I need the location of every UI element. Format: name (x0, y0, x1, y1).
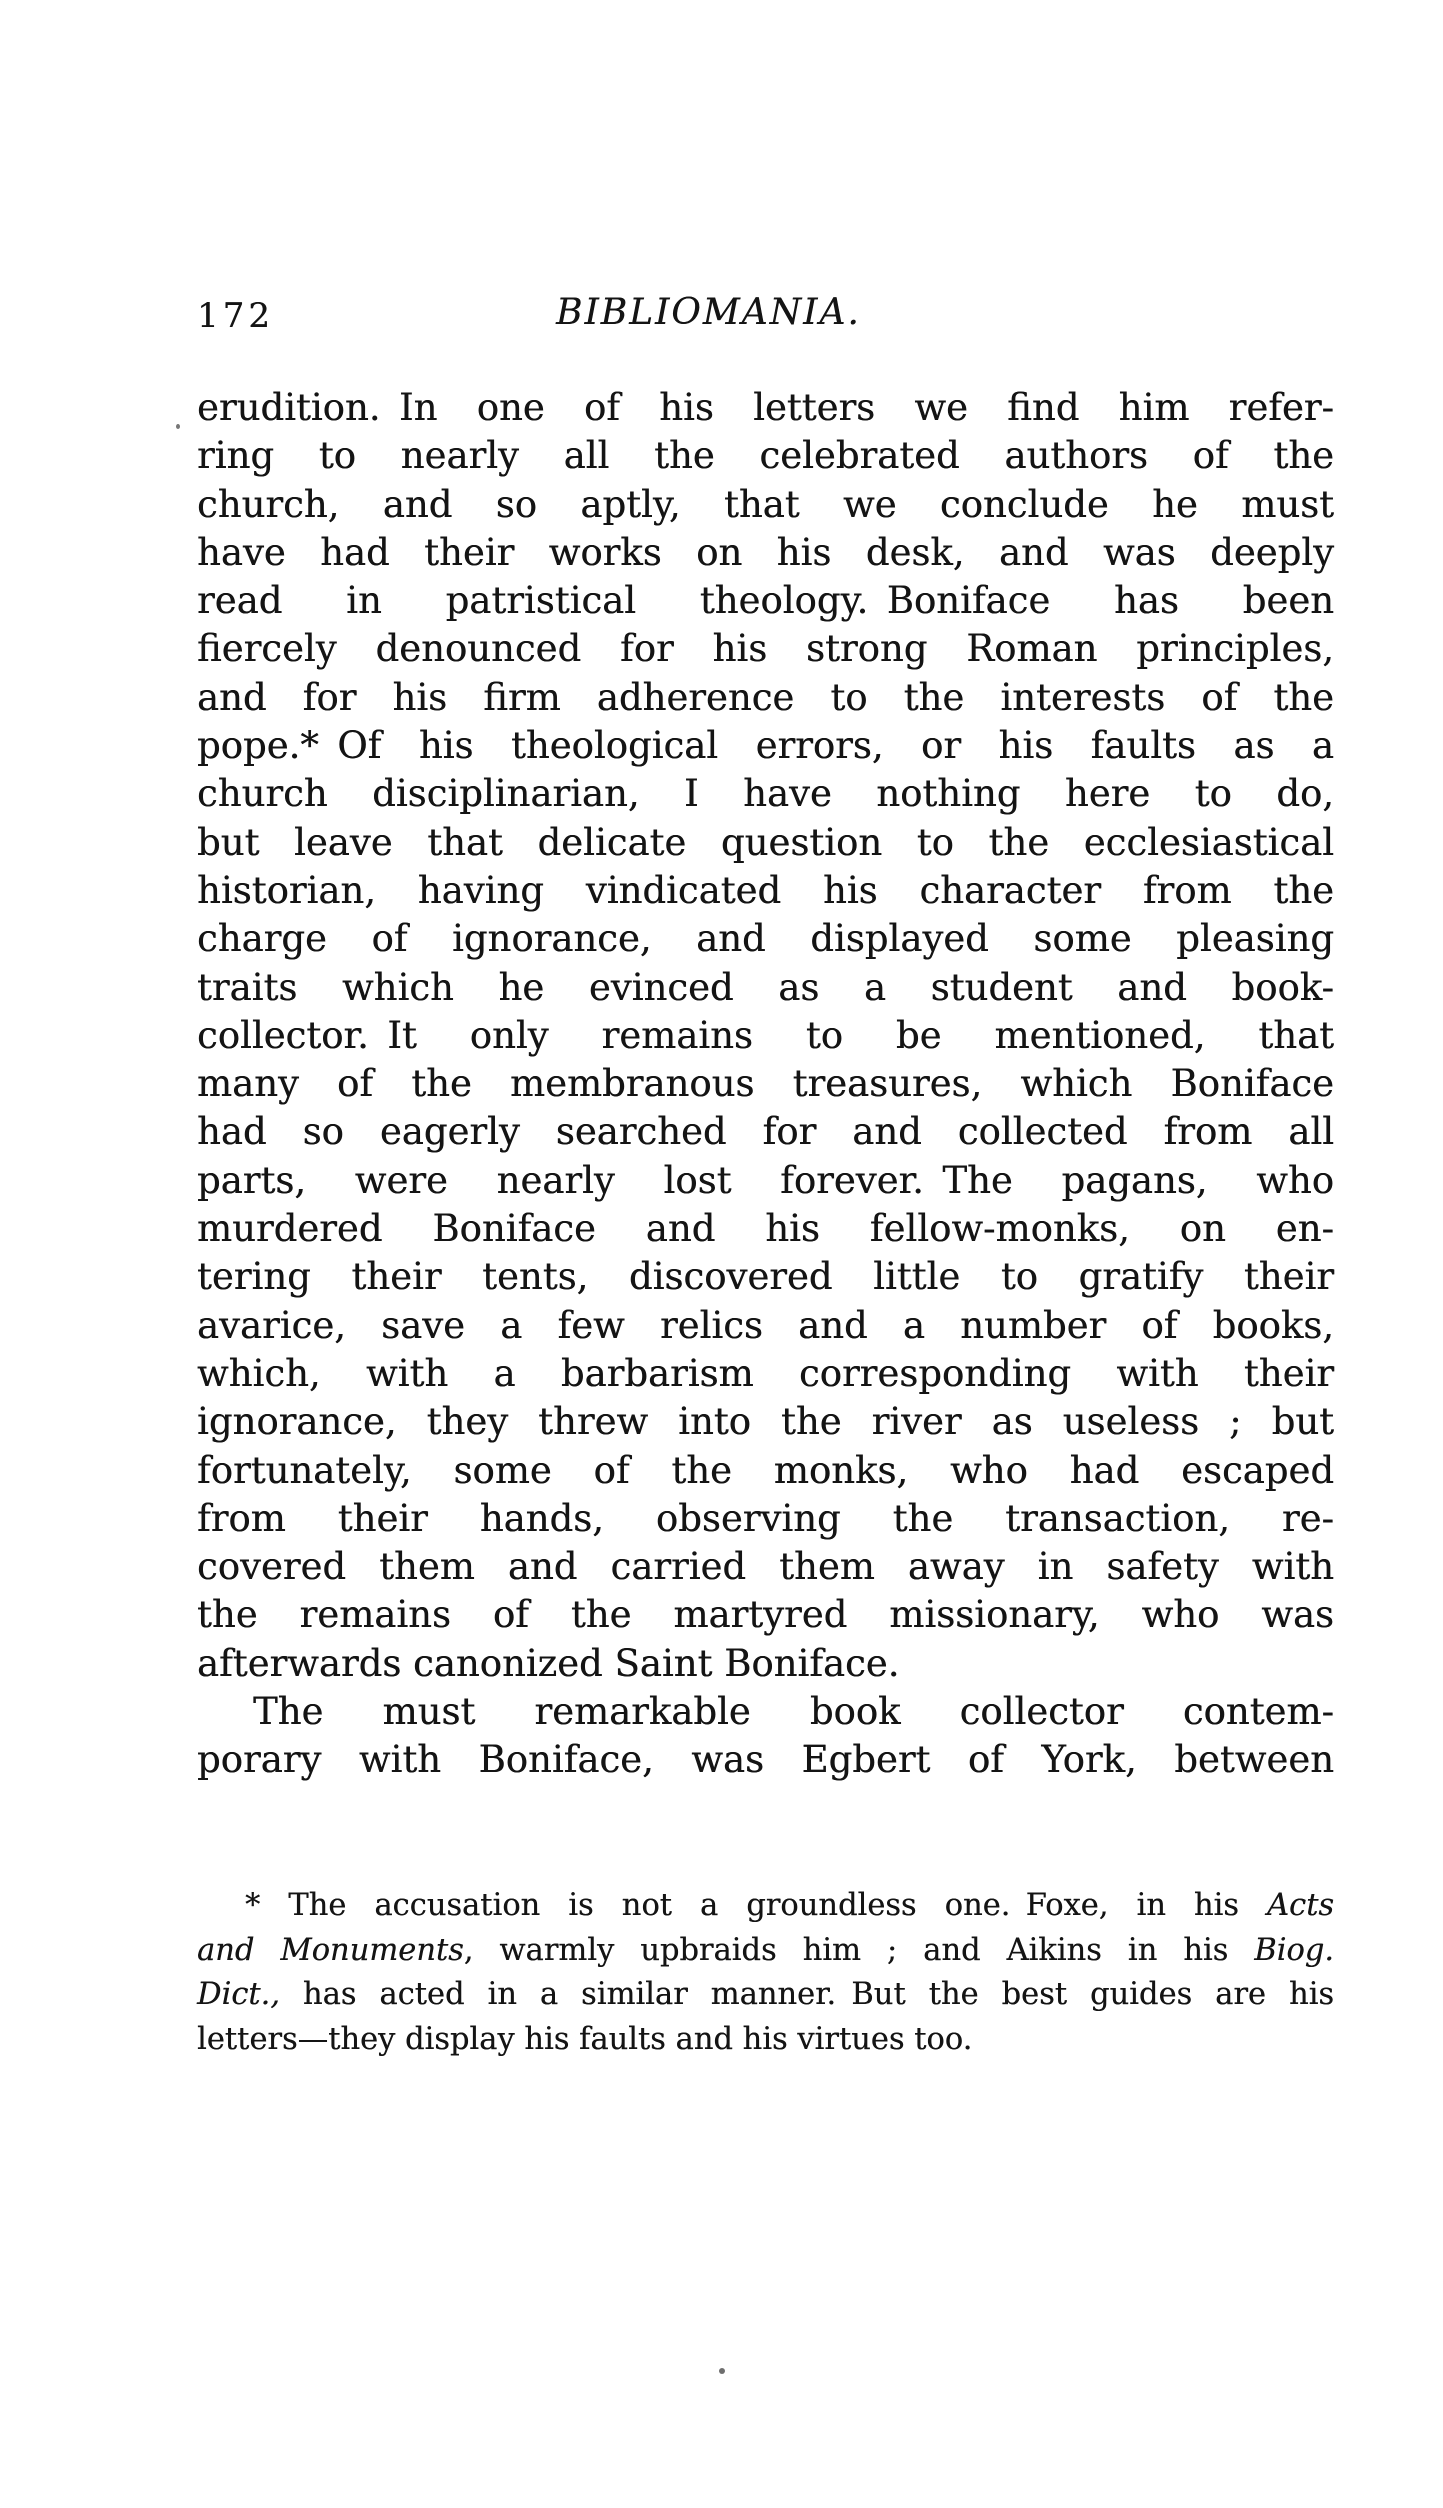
text-line: erudition. In one of his letters we find him refer- (197, 386, 1334, 429)
footnote-text: , warmly upbraids him ; and Aikins in his (463, 1932, 1255, 1968)
footnote-italic-title: and Monuments (197, 1932, 464, 1968)
footnote-line (197, 1929, 1334, 1974)
text-line: ignorance, they threw into the river as useless ; but (197, 1400, 1334, 1444)
paragraph (197, 384, 1334, 1688)
text-line: fiercely denounced for his strong Roman principles, (197, 627, 1334, 671)
scan-artifact-dot (176, 424, 180, 429)
text-line: afterwards canonized Saint Boniface. (197, 1641, 900, 1685)
text-line: read in patristical theology. Boniface has been (197, 579, 1334, 623)
body-text (197, 384, 1334, 1785)
footnote (197, 1884, 1334, 2062)
text-line: covered them and carried them away in safety with (197, 1545, 1334, 1589)
footnote-text: letters—they display his faults and his virtues too. (197, 2021, 973, 2057)
text-line: church, and so aptly, that we conclude he must (197, 482, 1334, 526)
text-line: traits which he evinced as a student and book- (197, 965, 1334, 1009)
text-line: pope.* Of his theological errors, or his faults as a (197, 724, 1334, 768)
text-line: parts, were nearly lost forever. The pagans, who (197, 1158, 1334, 1202)
scan-artifact-dot (719, 2368, 725, 2374)
paragraph (197, 1688, 1334, 1785)
text-line: charge of ignorance, and displayed some pleasing (197, 917, 1334, 961)
text-line: but leave that delicate question to the ecclesiastical (197, 820, 1334, 864)
text-line: from their hands, observing the transaction, re- (197, 1496, 1334, 1540)
footnote-italic-title: Acts (1266, 1888, 1334, 1923)
text-line: avarice, save a few relics and a number of books, (197, 1303, 1334, 1347)
page-number: 172 (197, 296, 274, 336)
text-line: which, with a barbarism corresponding with their (197, 1351, 1334, 1395)
text-line: The must remarkable book collector contem- (253, 1690, 1334, 1734)
text-line: had so eagerly searched for and collected from all (197, 1110, 1334, 1154)
text-line: murdered Boniface and his fellow-monks, on en- (197, 1207, 1334, 1251)
footnote-text: has acted in a similar manner. But the best guides are his (279, 1977, 1334, 2012)
footnote-line (197, 1884, 1334, 1929)
footnote-line (197, 1973, 1334, 2018)
text-line: fortunately, some of the monks, who had escaped (197, 1448, 1334, 1492)
footnote-italic-title: Biog. (1254, 1932, 1334, 1968)
text-line: tering their tents, discovered little to gratify their (197, 1255, 1334, 1299)
text-line: collector. It only remains to be mentioned, that (197, 1013, 1334, 1057)
text-line: many of the membranous treasures, which Boniface (197, 1062, 1334, 1106)
text-line: have had their works on his desk, and was deeply (197, 530, 1334, 574)
footnote-text: * The accusation is not a groundless one. Foxe, in his (245, 1888, 1267, 1923)
text-line: porary with Boniface, was Egbert of York, between (197, 1738, 1334, 1782)
footnote-italic-title: Dict., (197, 1977, 280, 2012)
text-line: historian, having vindicated his character from the (197, 868, 1334, 912)
text-line: the remains of the martyred missionary, who was (197, 1593, 1334, 1637)
running-title: BIBLIOMANIA. (556, 292, 861, 333)
text-line: and for his firm adherence to the interests of the (197, 675, 1334, 719)
text-line: church disciplinarian, I have nothing here to do, (197, 772, 1334, 816)
footnote-line (197, 2018, 1334, 2063)
text-line: ring to nearly all the celebrated authors of the (197, 434, 1334, 478)
